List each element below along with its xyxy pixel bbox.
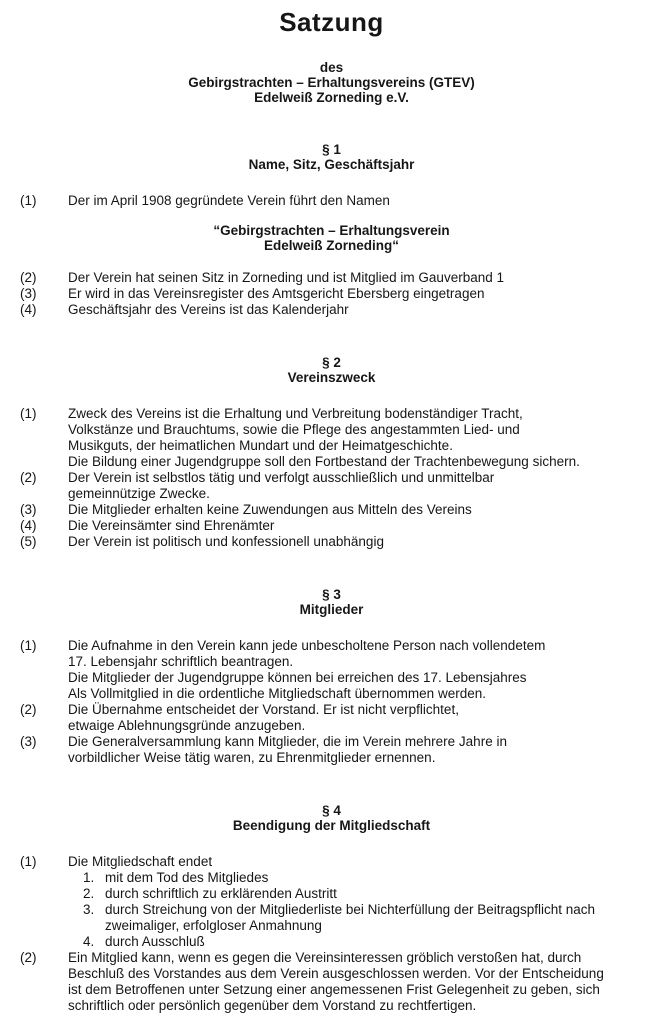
clause-marker: (5)	[20, 533, 37, 549]
clause-line: Die Aufnahme in den Verein kann jede unbescholtene Person nach vollendetem	[68, 637, 546, 653]
section-paragraph-4	[20, 803, 643, 1014]
clause-3-1	[20, 638, 643, 702]
clause-line: Musikguts, der heimatlichen Mundart und der Heimatgeschichte.	[68, 437, 453, 453]
clause-line: Als Vollmitglied in die ordentliche Mitgliedschaft übernommen werden.	[68, 685, 486, 701]
clause-line: Ein Mitglied kann, wenn es gegen die Vereinsinteressen gröblich verstoßen hat, durch	[68, 949, 582, 965]
clause-line: Er wird in das Vereinsregister des Amtsgericht Ebersberg eingetragen	[68, 285, 485, 301]
clause-text	[68, 534, 643, 550]
clause-1-2	[20, 270, 643, 286]
centered-name-line: Edelweiß Zorneding“	[263, 237, 399, 253]
sections-container	[20, 142, 643, 1014]
sublist-item-4	[68, 934, 643, 950]
clause-text	[68, 270, 643, 286]
sublist-line: durch Streichung von der Mitgliederliste bei Nichterfüllung der Beitragspflicht nach	[105, 901, 596, 917]
sublist-number: 4.	[83, 933, 95, 949]
clause-text	[68, 854, 643, 950]
section-number: § 3	[322, 586, 341, 602]
section-items-2	[20, 406, 643, 550]
section-title: Name, Sitz, Geschäftsjahr	[248, 156, 415, 172]
clause-text	[68, 734, 643, 766]
clause-text	[68, 950, 643, 1014]
sublist-item-1	[68, 870, 643, 886]
clause-3-3	[20, 734, 643, 766]
section-heading-4	[20, 803, 643, 833]
section-number: § 2	[322, 354, 341, 370]
clause-marker: (1)	[20, 192, 37, 208]
section-number: § 1	[322, 141, 341, 157]
clause-2-1	[20, 406, 643, 470]
clause-marker: (4)	[20, 517, 37, 533]
sublist-item-3	[68, 902, 643, 934]
clause-line: Die Vereinsämter sind Ehrenämter	[68, 517, 275, 533]
clause-3-2	[20, 702, 643, 734]
section-number: § 4	[322, 802, 341, 818]
clause-marker: (1)	[20, 853, 37, 869]
document-title: Satzung	[279, 7, 384, 37]
clause-marker: (3)	[20, 501, 37, 517]
section-paragraph-2	[20, 355, 643, 550]
sublist-line: durch schriftlich zu erklärenden Austritt	[105, 885, 337, 901]
clause-line: schriftlich oder persönlich gegenüber dem Vorstand zu rechtfertigen.	[68, 997, 477, 1013]
section-items-3	[20, 638, 643, 766]
clause-line: Die Bildung einer Jugendgruppe soll den Fortbestand der Trachtenbewegung sichern.	[68, 453, 580, 469]
clause-marker: (4)	[20, 301, 37, 317]
clause-text	[68, 638, 643, 702]
clause-text	[68, 502, 643, 518]
clause-line: Zweck des Vereins ist die Erhaltung und Verbreitung bodenständiger Tracht,	[68, 405, 523, 421]
clause-line: Der im April 1908 gegründete Verein führt den Namen	[68, 192, 390, 208]
clause-line: Die Mitglieder der Jugendgruppe können bei erreichen des 17. Lebensjahres	[68, 669, 527, 685]
clause-marker: (3)	[20, 733, 37, 749]
clause-line: Die Generalversammlung kann Mitglieder, die im Verein mehrere Jahre in	[68, 733, 507, 749]
clause-4-1	[20, 854, 643, 950]
clause-line: gemeinnützige Zwecke.	[68, 485, 210, 501]
section-title: Beendigung der Mitgliedschaft	[232, 817, 431, 833]
clause-marker: (2)	[20, 701, 37, 717]
subtitle-line-des: des	[319, 59, 344, 75]
clause-text	[68, 518, 643, 534]
clause-line: vorbildlicher Weise tätig waren, zu Ehrenmitglieder ernennen.	[68, 749, 436, 765]
section-items-4	[20, 854, 643, 1014]
clause-2-5	[20, 534, 643, 550]
section-heading-1	[20, 142, 643, 172]
clause-line: 17. Lebensjahr schriftlich beantragen.	[68, 653, 294, 669]
section-paragraph-3	[20, 587, 643, 766]
sublist-line: zweimaliger, erfolgloser Anmahnung	[105, 917, 322, 933]
clause-2-2	[20, 470, 643, 502]
sublist-number: 2.	[83, 885, 95, 901]
clause-line: Beschluß des Vorstandes aus dem Verein ausgeschlossen werden. Vor der Entscheidung	[68, 965, 604, 981]
clause-line: Der Verein ist selbstlos tätig und verfolgt ausschließlich und unmittelbar	[68, 469, 495, 485]
clause-line: Der Verein hat seinen Sitz in Zorneding und ist Mitglied im Gauverband 1	[68, 269, 504, 285]
section-title: Mitglieder	[299, 601, 364, 617]
subtitle-line-association: Gebirgstrachten – Erhaltungsvereins (GTEV)	[188, 74, 475, 90]
clause-text	[68, 406, 643, 470]
clause-line: Volkstänze und Brauchtums, sowie die Pflege des angestammten Lied- und	[68, 421, 520, 437]
clause-marker: (2)	[20, 469, 37, 485]
clause-marker: (1)	[20, 405, 37, 421]
clause-marker: (2)	[20, 269, 37, 285]
sublist-number: 3.	[83, 901, 95, 917]
clause-line: Der Verein ist politisch und konfessionell unabhängig	[68, 533, 384, 549]
clause-text	[68, 702, 643, 734]
clause-line: Die Mitglieder erhalten keine Zuwendungen aus Mitteln des Vereins	[68, 501, 472, 517]
clause-line: etwaige Ablehnungsgründe anzugeben.	[68, 717, 306, 733]
clause-1-4	[20, 302, 643, 318]
section-paragraph-1	[20, 142, 643, 318]
clause-text	[68, 302, 643, 318]
centered-name-line: “Gebirgstrachten – Erhaltungsverein	[213, 222, 450, 238]
clause-2-3	[20, 502, 643, 518]
section-items-1	[20, 193, 643, 318]
clause-text	[68, 286, 643, 302]
clause-line: ist dem Betroffenen unter Setzung einer angemessenen Frist Gelegenheit zu geben, sich	[68, 981, 600, 997]
clause-marker: (1)	[20, 637, 37, 653]
sublist-line: durch Ausschluß	[105, 933, 205, 949]
clause-line: Die Mitgliedschaft endet	[68, 853, 213, 869]
section-heading-3	[20, 587, 643, 617]
clause-4-2	[20, 950, 643, 1014]
sublist-item-2	[68, 886, 643, 902]
clause-text	[68, 193, 643, 209]
numbered-sublist	[68, 870, 643, 950]
clause-line: Die Übernahme entscheidet der Vorstand. Er ist nicht verpflichtet,	[68, 701, 459, 717]
clause-line: Geschäftsjahr des Vereins ist das Kalenderjahr	[68, 301, 349, 317]
sublist-number: 1.	[83, 869, 95, 885]
clause-2-4	[20, 518, 643, 534]
clause-1-1	[20, 193, 643, 209]
clause-1-3	[20, 286, 643, 302]
section-title: Vereinszweck	[287, 369, 376, 385]
section-heading-2	[20, 355, 643, 385]
clause-marker: (2)	[20, 949, 37, 965]
sublist-line: mit dem Tod des Mitgliedes	[105, 869, 269, 885]
subtitle-line-club-name: Edelweiß Zorneding e.V.	[254, 89, 409, 105]
clause-marker: (3)	[20, 285, 37, 301]
clause-text	[68, 470, 643, 502]
document-subtitle	[20, 60, 643, 105]
centered-club-name-block	[20, 223, 643, 253]
